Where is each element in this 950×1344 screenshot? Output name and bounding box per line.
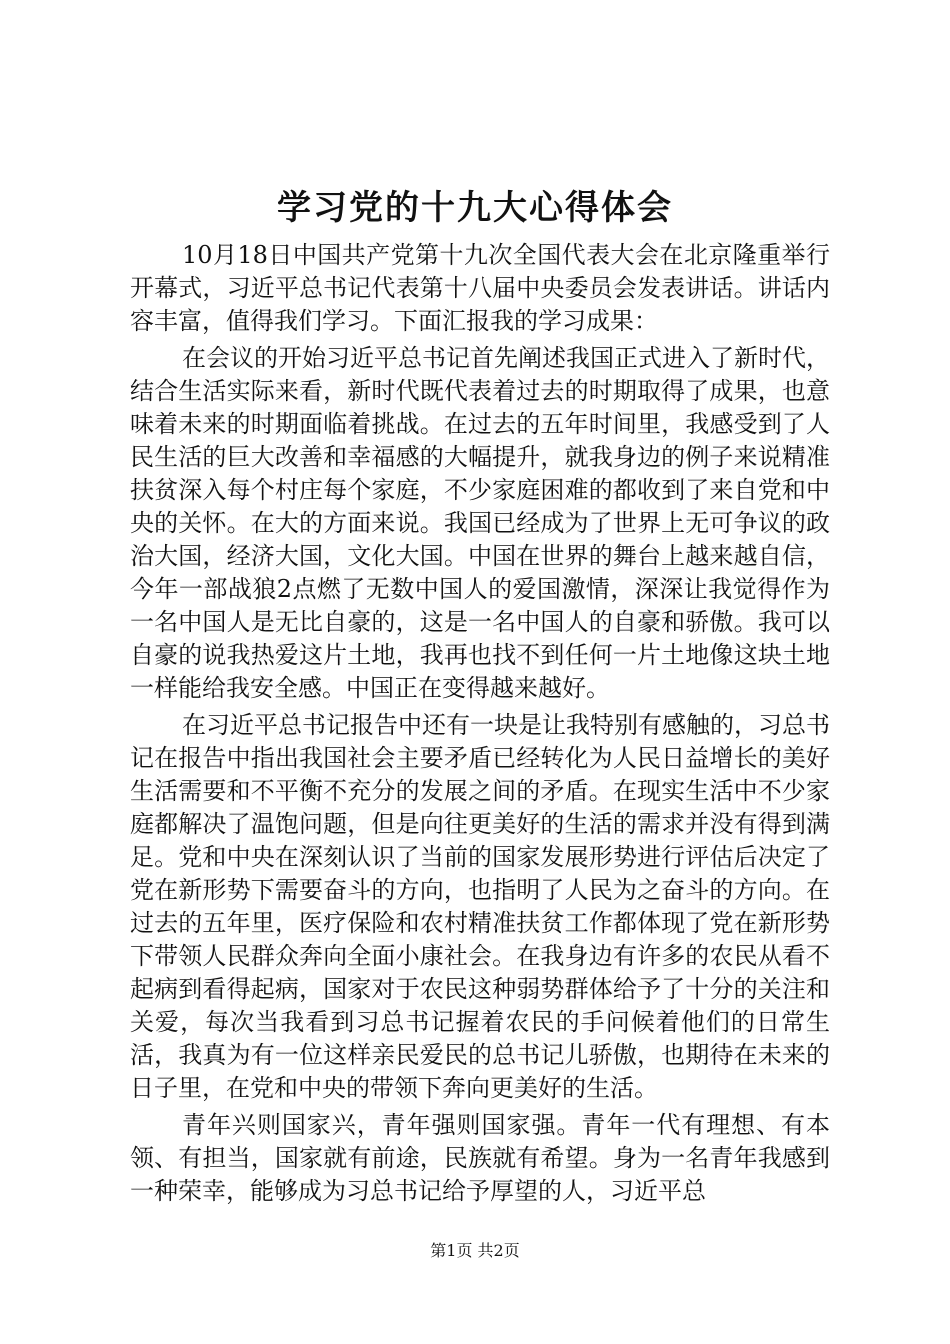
paragraph-main-contradiction: 在习近平总书记报告中还有一块是让我特别有感触的，习总书记在报告中指出我国社会主要矛盾已经转化为人民日益增长的美好生活需要和不平衡不充分的发展之间的矛盾。在现实生活中不少家庭都解决了温饱问题，但是向往更美好的生活的需求并没有得到满足。党和中央在深刻认识了当前的国家发展形势进行评估后决定了党在新形势下需要奋斗的方向，也指明了人民为之奋斗的方向。在过去的五年里，医疗保险和农村精准扶贫工作都体现了党在新形势下带领人民群众奔向全面小康社会。在我身边有许多的农民从看不起病到看得起病，国家对于农民这种弱势群体给予了十分的关注和关爱，每次当我看到习总书记握着农民的手问候着他们的日常生活，我真为有一位这样亲民爱民的总书记儿骄傲，也期待在未来的日子里，在党和中央的带领下奔向更美好的生活。 xyxy=(130,711,830,1102)
page-number-footer: 第1页 共2页 xyxy=(430,1241,520,1260)
document-title: 学习党的十九大心得体会 xyxy=(277,188,673,228)
paragraph-intro: 10月18日中国共产党第十九次全国代表大会在北京隆重举行开幕式，习近平总书记代表第十八届中央委员会发表讲话。讲话内容丰富，值得我们学习。下面汇报我的学习成果： xyxy=(130,241,830,335)
paragraph-youth: 青年兴则国家兴，青年强则国家强。青年一代有理想、有本领、有担当，国家就有前途，民族就有希望。身为一名青年我感到一种荣幸，能够成为习总书记给予厚望的人，习近平总 xyxy=(130,1111,830,1205)
document-body xyxy=(130,239,830,1212)
paragraph-new-era: 在会议的开始习近平总书记首先阐述我国正式进入了新时代，结合生活实际来看，新时代既代表着过去的时期取得了成果，也意味着未来的时期面临着挑战。在过去的五年时间里，我感受到了人民生活的巨大改善和幸福感的大幅提升，就我身边的例子来说精准扶贫深入每个村庄每个家庭，不少家庭困难的都收到了来自党和中央的关怀。在大的方面来说。我国已经成为了世界上无可争议的政治大国，经济大国，文化大国。中国在世界的舞台上越来越自信，今年一部战狼2点燃了无数中国人的爱国激情，深深让我觉得作为一名中国人是无比自豪的，这是一名中国人的自豪和骄傲。我可以自豪的说我热爱这片土地，我再也找不到任何一片土地像这块土地一样能给我安全感。中国正在变得越来越好。 xyxy=(130,344,830,702)
